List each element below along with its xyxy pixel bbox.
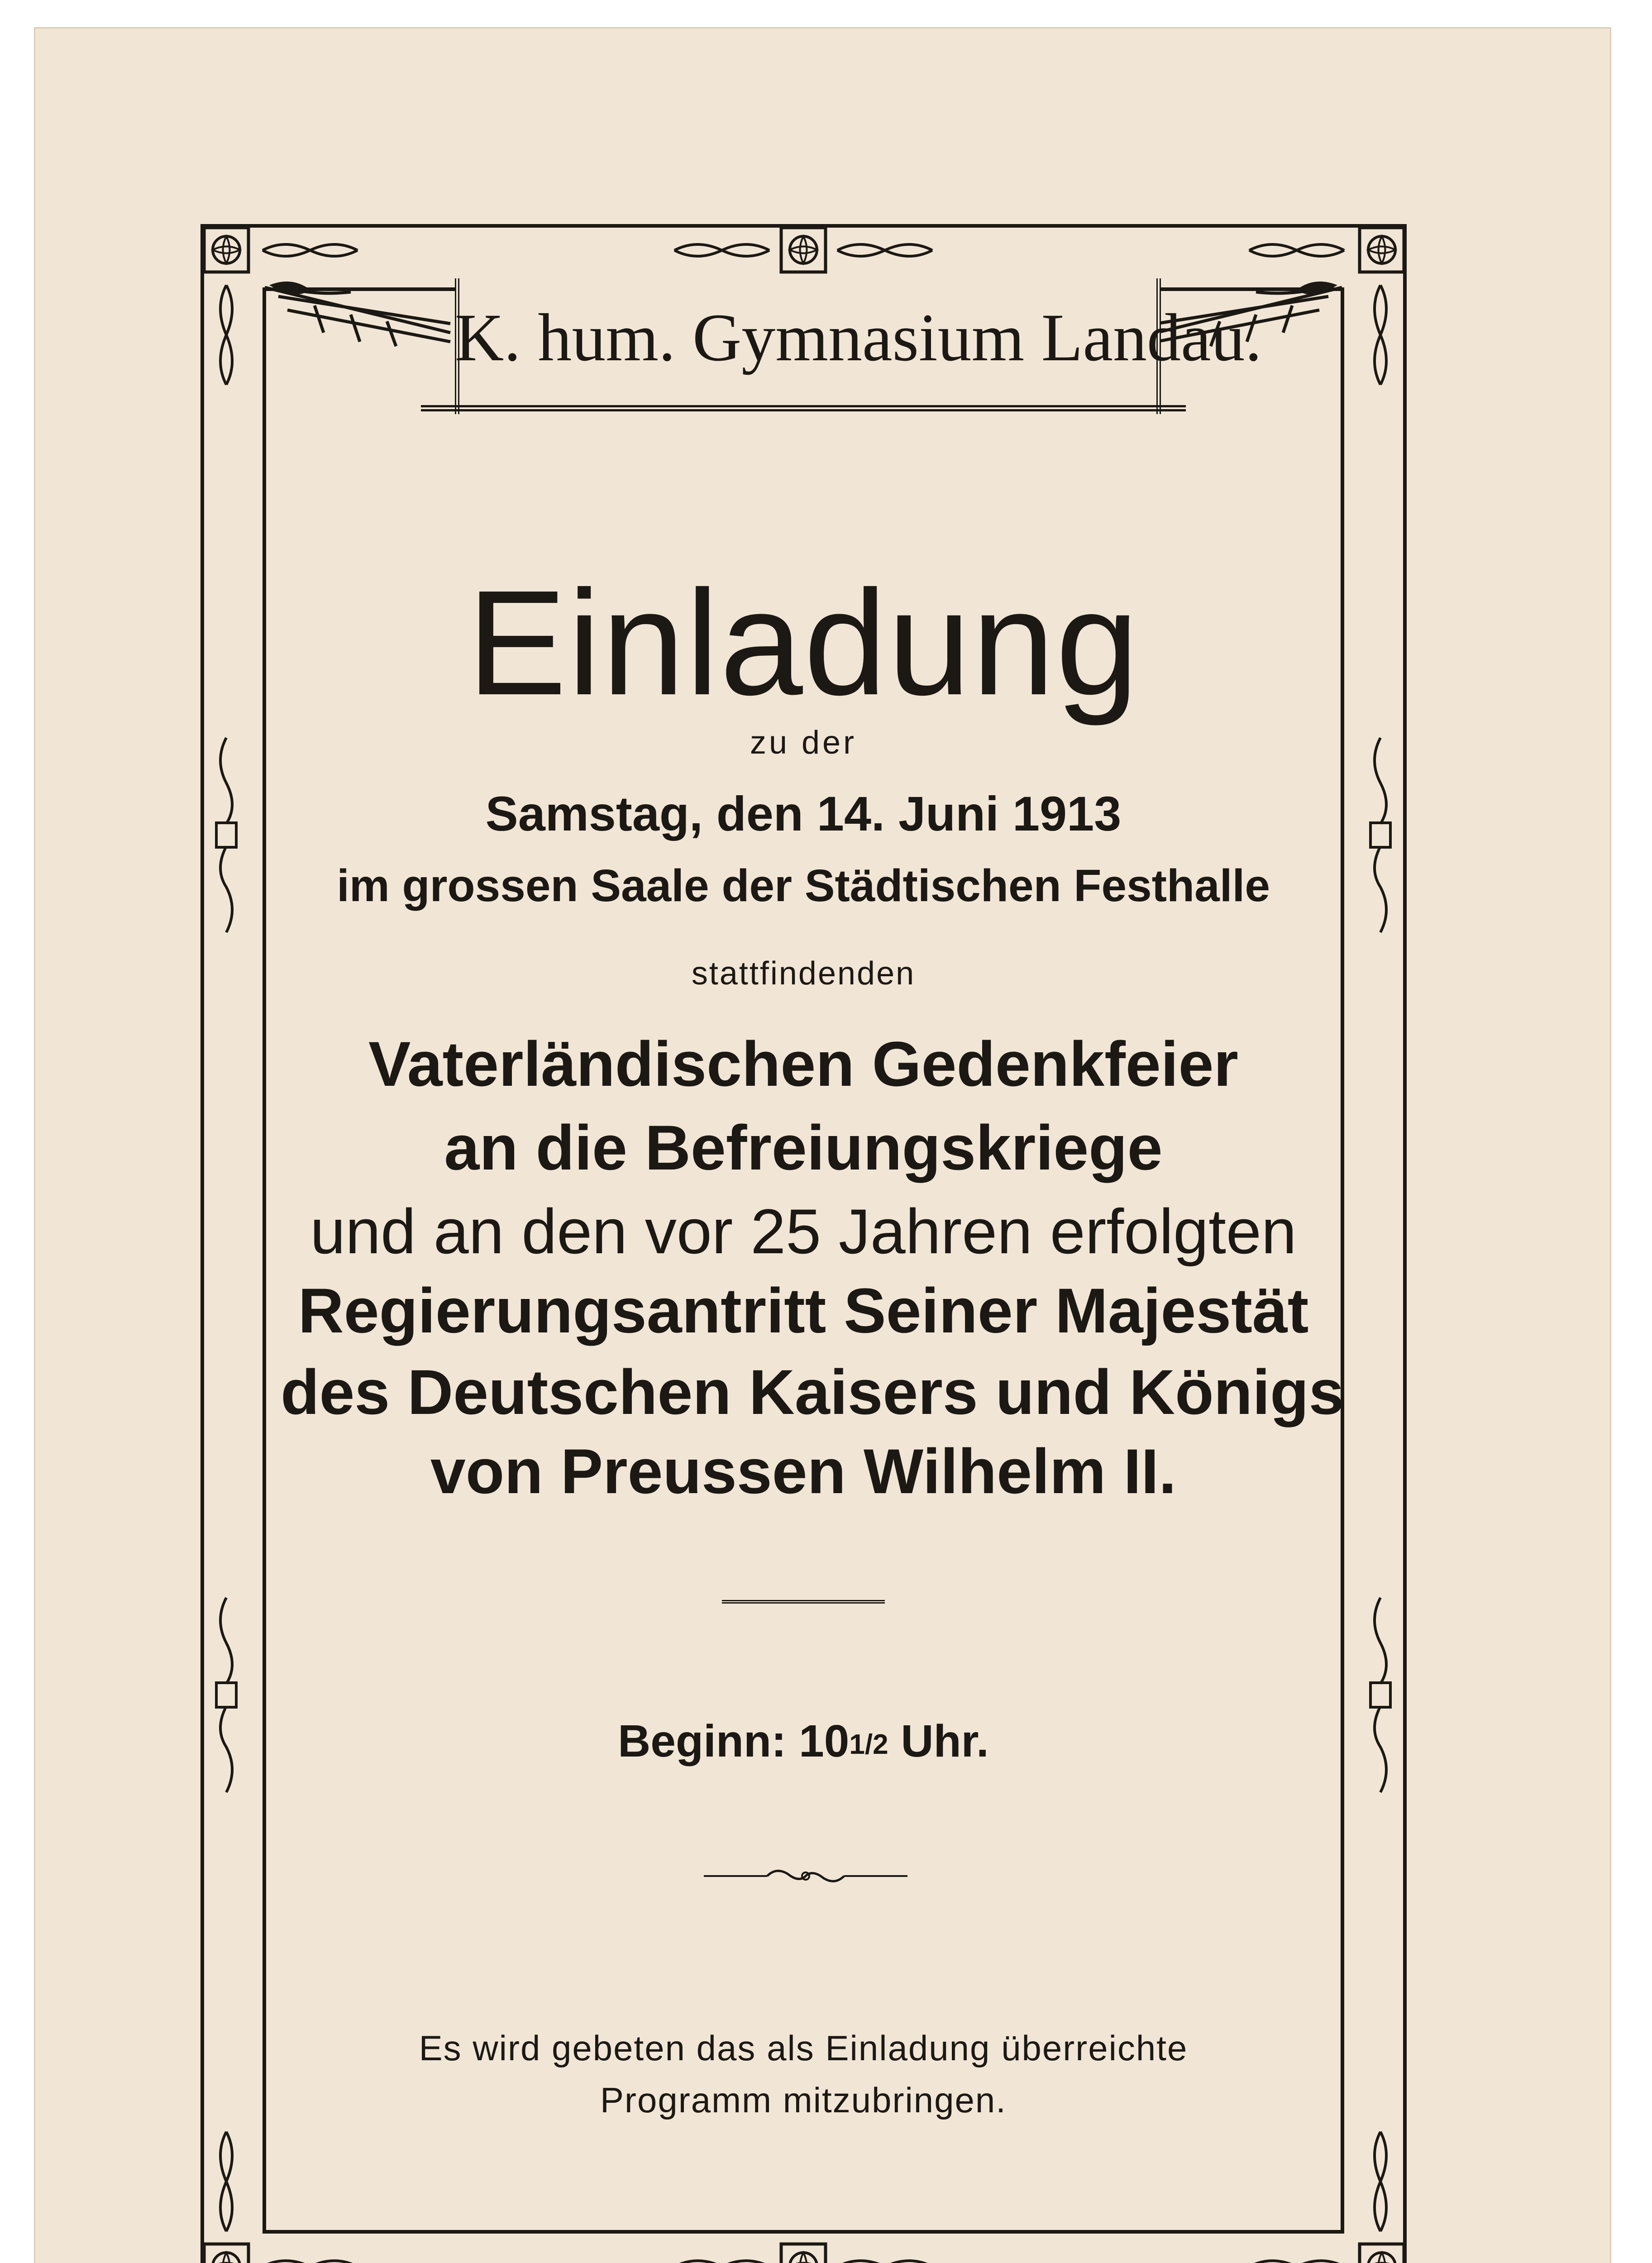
scroll-ornament-icon xyxy=(214,733,239,937)
corner-rosette-icon xyxy=(778,2241,828,2263)
scroll-ornament-icon xyxy=(214,281,239,389)
swirl-divider-icon xyxy=(704,1865,907,1887)
drapery-ornament-icon xyxy=(260,278,455,355)
header-rule xyxy=(421,405,1186,411)
scroll-ornament-icon xyxy=(258,2254,362,2263)
scroll-ornament-icon xyxy=(833,238,937,263)
scroll-ornament-icon xyxy=(1368,281,1393,389)
subtitle-zu-der: zu der xyxy=(750,725,857,761)
scroll-ornament-icon xyxy=(1368,733,1393,937)
event-line: Vaterländischen Gedenkfeier xyxy=(368,1028,1238,1099)
event-line: an die Befreiungskriege xyxy=(444,1112,1163,1183)
event-date: Samstag, den 14. Juni 1913 xyxy=(485,786,1122,841)
begin-label: Beginn: 10 xyxy=(618,1716,850,1766)
corner-rosette-icon xyxy=(1357,225,1407,275)
event-line: Regierungsantritt Seiner Majestät xyxy=(298,1275,1309,1346)
begin-fraction: 1/2 xyxy=(849,1729,888,1760)
corner-rosette-icon xyxy=(778,225,828,275)
corner-rosette-icon xyxy=(201,225,251,275)
begin-unit: Uhr. xyxy=(888,1716,989,1766)
event-line: und an den vor 25 Jahren erfolgten xyxy=(310,1196,1297,1267)
scroll-ornament-icon xyxy=(670,238,774,263)
scroll-ornament-icon xyxy=(1368,1593,1393,1797)
scroll-ornament-icon xyxy=(833,2254,937,2263)
scroll-ornament-icon xyxy=(214,2127,239,2236)
scroll-ornament-icon xyxy=(1245,2254,1349,2263)
scroll-ornament-icon xyxy=(1368,2127,1393,2236)
scroll-ornament-icon xyxy=(1245,238,1349,263)
page-title: Einladung xyxy=(467,559,1140,726)
event-line: von Preussen Wilhelm II. xyxy=(430,1436,1177,1507)
scroll-ornament-icon xyxy=(214,1593,239,1797)
school-name: K. hum. Gymnasium Landau. xyxy=(455,300,1262,375)
note-line: Programm mitzubringen. xyxy=(600,2080,1007,2120)
scroll-ornament-icon xyxy=(670,2254,774,2263)
note-line: Es wird gebeten das als Einladung überreichte xyxy=(419,2028,1188,2068)
corner-rosette-icon xyxy=(201,2241,251,2263)
corner-rosette-icon xyxy=(1357,2241,1407,2263)
scroll-ornament-icon xyxy=(258,238,362,263)
event-place: im grossen Saale der Städtischen Festhalle xyxy=(337,860,1270,911)
stattfindenden-text: stattfindenden xyxy=(691,955,916,992)
event-line: des Deutschen Kaisers und Königs xyxy=(281,1356,1344,1428)
divider-line xyxy=(722,1600,885,1604)
begin-time xyxy=(281,1715,1326,1767)
